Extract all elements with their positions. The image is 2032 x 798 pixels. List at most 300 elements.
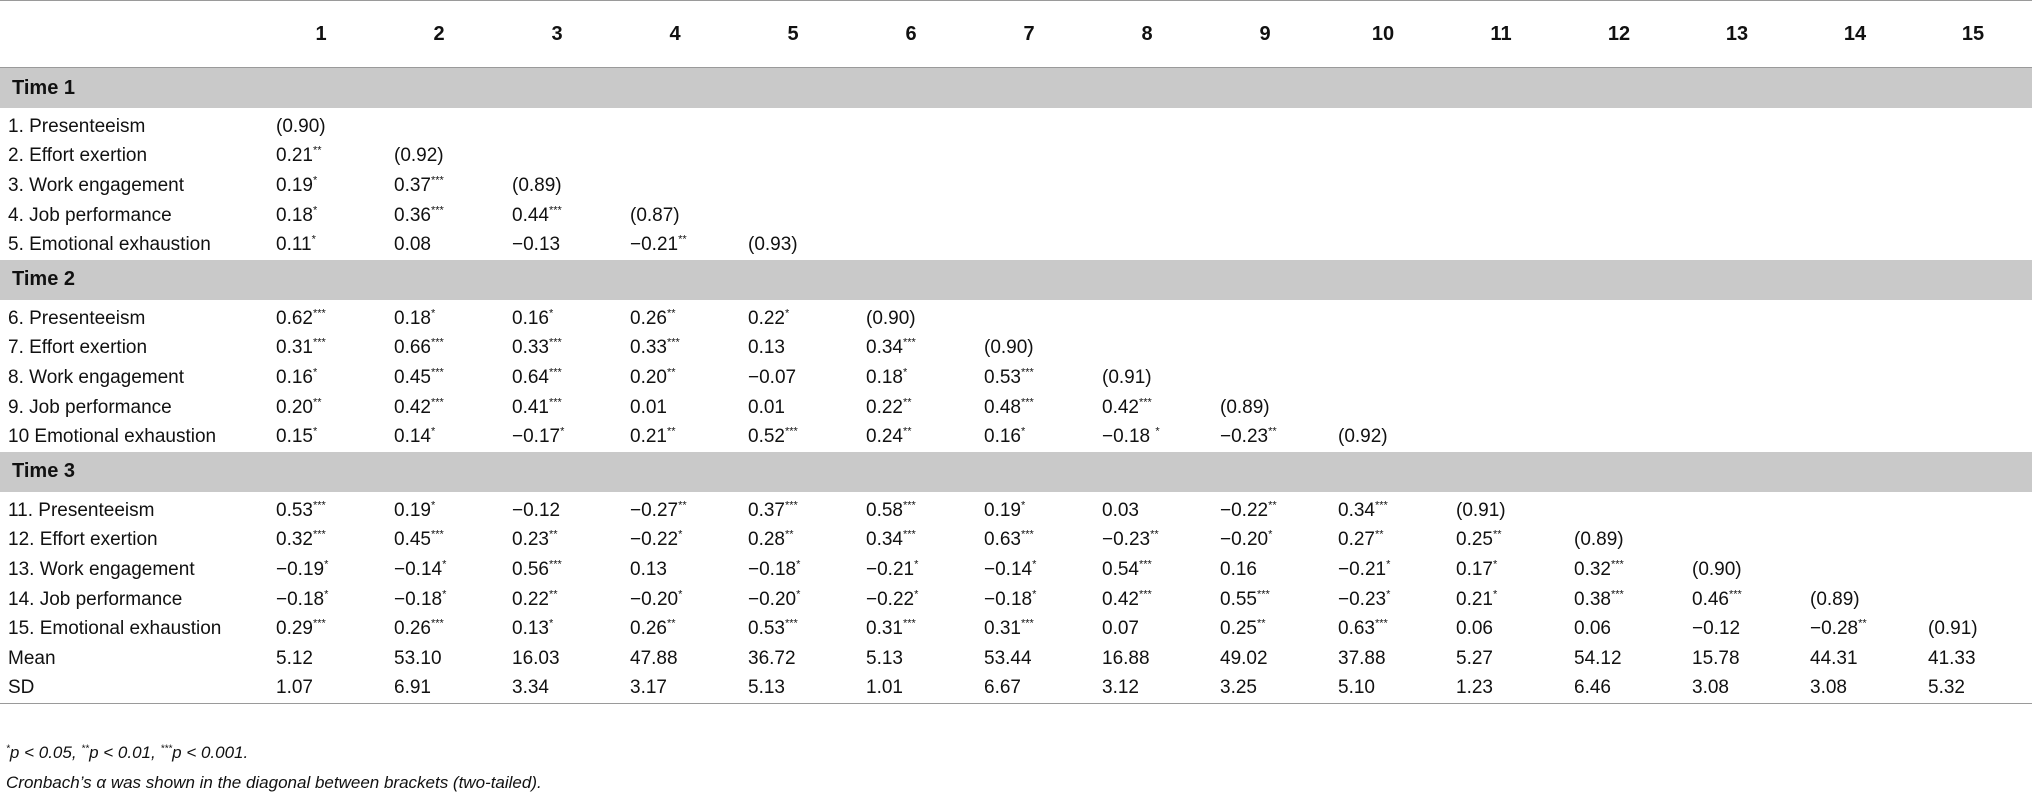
cell-value: 0.01 <box>630 396 667 418</box>
cell-value: 0.63 <box>984 529 1021 551</box>
cell-value: 0.37 <box>394 174 431 196</box>
table-cell <box>970 555 1088 585</box>
table-cell <box>380 201 498 231</box>
cell-value: −0.27 <box>630 499 679 521</box>
cell-value: 0.26 <box>630 618 667 640</box>
significance-marker: *** <box>1020 366 1034 379</box>
significance-marker: ** <box>1492 529 1502 541</box>
significance-marker: *** <box>1020 529 1034 541</box>
table-cell <box>734 614 852 644</box>
table-cell <box>498 614 616 644</box>
table-cell <box>498 585 616 615</box>
table-cell <box>498 334 616 364</box>
table-cell <box>262 393 380 423</box>
cell-value: 0.20 <box>630 366 667 388</box>
table-cell <box>616 112 734 142</box>
cell-value: 0.07 <box>1102 618 1139 640</box>
significance-marker: * <box>678 588 683 601</box>
significance-marker: *** <box>430 204 444 217</box>
table-cell <box>1206 334 1324 364</box>
significance-marker: * <box>678 529 683 541</box>
table-cell <box>262 304 380 334</box>
table-cell <box>1678 171 1796 201</box>
table-cell <box>1324 585 1442 615</box>
table-cell <box>1088 201 1206 231</box>
table-cell <box>1914 230 2032 260</box>
table-cell <box>1914 585 2032 615</box>
cell-value: 3.25 <box>1220 677 1257 699</box>
table-row <box>0 526 2032 556</box>
table-cell <box>1796 614 1914 644</box>
table-cell <box>734 304 852 334</box>
significance-marker: * <box>430 499 436 512</box>
table-cell <box>852 674 970 704</box>
significance-marker: * <box>6 743 10 755</box>
row-label: Mean <box>8 647 56 669</box>
table-cell <box>852 422 970 452</box>
cell-value: 47.88 <box>630 647 678 669</box>
cell-value: 0.23 <box>512 529 549 551</box>
table-cell <box>1206 393 1324 423</box>
cell-value: 0.45 <box>394 529 431 551</box>
column-header: 9 <box>1259 22 1271 45</box>
cell-value: 0.42 <box>394 396 431 418</box>
table-cell <box>262 334 380 364</box>
table-cell <box>970 422 1088 452</box>
table-cell <box>1442 422 1560 452</box>
table-cell <box>262 230 380 260</box>
table-cell <box>1796 334 1914 364</box>
table-cell <box>1088 230 1206 260</box>
cell-value: 5.27 <box>1456 647 1493 669</box>
table-cell <box>498 112 616 142</box>
table-cell <box>616 334 734 364</box>
table-cell <box>1678 555 1796 585</box>
section-title: Time 3 <box>0 452 2032 492</box>
significance-marker: *** <box>1610 558 1624 571</box>
cell-value: 3.08 <box>1692 677 1729 699</box>
significance-marker: *** <box>430 174 444 187</box>
significance-marker: *** <box>548 204 562 217</box>
table-cell <box>616 304 734 334</box>
significance-marker: * <box>796 558 801 571</box>
table-cell <box>1796 555 1914 585</box>
table-cell <box>498 526 616 556</box>
table-cell <box>1324 201 1442 231</box>
table-cell <box>616 614 734 644</box>
table-cell <box>1678 112 1796 142</box>
cell-value: (0.92) <box>1338 426 1388 448</box>
cell-value: 0.16 <box>276 366 313 388</box>
table-cell <box>1206 422 1324 452</box>
cell-value: 0.16 <box>984 426 1021 448</box>
table-cell <box>1796 496 1914 526</box>
cell-value: 0.26 <box>394 618 431 640</box>
table-cell <box>1324 614 1442 644</box>
table-cell <box>498 171 616 201</box>
significance-marker: *** <box>160 743 173 755</box>
cell-value: −0.21 <box>1338 558 1387 580</box>
cell-value: 3.17 <box>630 677 667 699</box>
table-cell <box>734 526 852 556</box>
significance-marker: *** <box>312 337 326 350</box>
table-cell <box>734 496 852 526</box>
table-cell <box>852 304 970 334</box>
cell-value: (0.87) <box>630 204 680 226</box>
cell-value: 0.18 <box>866 366 903 388</box>
table-cell <box>852 585 970 615</box>
table-cell <box>1796 393 1914 423</box>
significance-marker: ** <box>312 145 322 158</box>
table-cell <box>852 393 970 423</box>
significance-marker: *** <box>902 337 916 350</box>
cell-value: −0.22 <box>866 588 915 610</box>
column-header: 12 <box>1607 22 1631 45</box>
table-cell <box>1914 644 2032 674</box>
cell-value: (0.89) <box>1810 588 1860 610</box>
table-cell <box>616 674 734 704</box>
table-cell <box>1560 555 1678 585</box>
table-cell <box>852 555 970 585</box>
significance-marker: *** <box>784 617 798 630</box>
table-cell <box>852 230 970 260</box>
cell-value: −0.18 <box>984 588 1033 610</box>
cell-value: 36.72 <box>748 647 796 669</box>
table-row <box>0 555 2032 585</box>
table-cell <box>1442 334 1560 364</box>
table-cell <box>498 393 616 423</box>
significance-marker: * <box>324 558 329 571</box>
table-cell <box>1914 674 2032 704</box>
table-cell <box>498 304 616 334</box>
cell-value: 16.88 <box>1102 647 1150 669</box>
table-cell <box>1206 555 1324 585</box>
cell-value: −0.18 <box>394 588 443 610</box>
significance-marker: *** <box>312 307 326 320</box>
table-cell <box>1914 171 2032 201</box>
cell-value: −0.23 <box>1338 588 1387 610</box>
significance-marker: *** <box>430 529 444 541</box>
column-header: 2 <box>433 22 445 45</box>
significance-marker: ** <box>1256 617 1266 630</box>
significance-marker: * <box>1492 588 1498 601</box>
table-cell <box>1678 526 1796 556</box>
cell-value: 0.14 <box>394 426 431 448</box>
significance-marker: ** <box>1268 425 1277 438</box>
cell-value: 0.13 <box>630 558 667 580</box>
table-cell <box>262 644 380 674</box>
significance-marker: * <box>430 307 436 320</box>
cell-value: 0.46 <box>1692 588 1729 610</box>
significance-marker: ** <box>1268 499 1277 512</box>
cell-value: 0.22 <box>512 588 549 610</box>
table-cell <box>734 363 852 393</box>
cell-value: 0.41 <box>512 396 549 418</box>
table-cell <box>1088 142 1206 172</box>
cell-value: 1.07 <box>276 677 313 699</box>
cell-value: 0.34 <box>1338 499 1375 521</box>
table-cell <box>1796 644 1914 674</box>
table-cell <box>380 674 498 704</box>
table-cell <box>1796 171 1914 201</box>
table-cell <box>1206 112 1324 142</box>
cell-value: 0.33 <box>630 337 667 359</box>
significance-marker: * <box>312 174 318 187</box>
table-cell <box>1914 363 2032 393</box>
table-cell <box>970 171 1088 201</box>
significance-marker: * <box>1268 529 1273 541</box>
table-row <box>0 496 2032 526</box>
table-cell <box>970 674 1088 704</box>
table-cell <box>1796 201 1914 231</box>
table-cell <box>970 201 1088 231</box>
significance-marker: * <box>442 558 447 571</box>
cell-value: −0.28 <box>1810 618 1859 640</box>
cell-value: 15.78 <box>1692 647 1740 669</box>
significance-marker: * <box>560 425 565 438</box>
table-cell <box>970 393 1088 423</box>
significance-marker: * <box>548 307 554 320</box>
significance-marker: * <box>312 204 318 217</box>
cell-value: 5.12 <box>276 647 313 669</box>
cell-value: 6.67 <box>984 677 1021 699</box>
table-cell <box>1442 496 1560 526</box>
table-cell <box>1442 171 1560 201</box>
table-cell <box>1914 555 2032 585</box>
table-cell <box>852 142 970 172</box>
cell-value: 0.22 <box>866 396 903 418</box>
table-row <box>0 674 2032 704</box>
table-cell <box>1442 363 1560 393</box>
table-cell <box>1088 393 1206 423</box>
table-cell <box>1324 555 1442 585</box>
table-cell <box>852 201 970 231</box>
table-cell <box>852 334 970 364</box>
table-cell <box>1560 304 1678 334</box>
table-cell <box>970 230 1088 260</box>
table-cell <box>380 644 498 674</box>
significance-marker: * <box>1386 558 1391 571</box>
table-cell <box>1206 171 1324 201</box>
significance-marker: *** <box>902 499 916 512</box>
cell-value: 1.23 <box>1456 677 1493 699</box>
significance-marker: ** <box>81 743 90 755</box>
cell-value: 0.62 <box>276 307 313 329</box>
significance-marker: *** <box>312 529 326 541</box>
table-body <box>0 68 2032 704</box>
table-cell <box>262 614 380 644</box>
table-cell <box>1796 526 1914 556</box>
table-cell <box>1206 142 1324 172</box>
table-cell <box>1324 674 1442 704</box>
cell-value: (0.91) <box>1456 499 1506 521</box>
column-header: 13 <box>1725 22 1749 45</box>
table-cell <box>262 112 380 142</box>
row-label: 7. Effort exertion <box>8 337 148 359</box>
cell-value: 0.25 <box>1456 529 1493 551</box>
significance-marker: ** <box>312 396 322 409</box>
cell-value: (0.93) <box>748 234 798 256</box>
alpha-note: Cronbach’s α was shown in the diagonal between brackets (two-tailed). <box>6 773 542 792</box>
table-cell <box>1560 526 1678 556</box>
cell-value: −0.21 <box>630 234 679 256</box>
significance-marker: *** <box>430 337 444 350</box>
cell-value: 0.34 <box>866 529 903 551</box>
row-label: 5. Emotional exhaustion <box>8 234 211 256</box>
table-cell <box>1206 614 1324 644</box>
significance-marker: * <box>430 425 436 438</box>
table-cell <box>1442 393 1560 423</box>
table-cell <box>1324 112 1442 142</box>
cell-value: 0.16 <box>512 307 549 329</box>
table-cell <box>498 201 616 231</box>
table-cell <box>1796 422 1914 452</box>
significance-marker: *** <box>312 617 326 630</box>
cell-value: 0.66 <box>394 337 431 359</box>
significance-text: p < 0.05, <box>9 743 82 762</box>
table-cell <box>1324 304 1442 334</box>
cell-value: −0.23 <box>1220 426 1269 448</box>
table-row <box>0 644 2032 674</box>
significance-marker: * <box>1020 425 1026 438</box>
cell-value: −0.21 <box>866 558 915 580</box>
table-cell <box>1206 230 1324 260</box>
cell-value: 0.19 <box>984 499 1021 521</box>
row-label: 9. Job performance <box>8 396 172 418</box>
table-cell <box>1442 614 1560 644</box>
table-cell <box>734 585 852 615</box>
table-cell <box>1914 614 2032 644</box>
significance-marker: * <box>914 558 919 571</box>
row-label: SD <box>0 674 262 704</box>
table-row <box>0 304 2032 334</box>
table-cell <box>380 496 498 526</box>
cell-value: 0.01 <box>748 396 785 418</box>
cell-value: −0.18 <box>748 558 797 580</box>
table-cell <box>616 201 734 231</box>
significance-marker: *** <box>902 617 916 630</box>
table-cell <box>380 230 498 260</box>
significance-marker: *** <box>1374 617 1388 630</box>
table-row <box>0 422 2032 452</box>
table-cell <box>262 422 380 452</box>
row-label: 1. Presenteeism <box>8 115 146 137</box>
table-cell <box>380 334 498 364</box>
table-cell <box>1324 644 1442 674</box>
table-cell <box>852 496 970 526</box>
table-row <box>0 363 2032 393</box>
column-header: 1 <box>315 22 327 45</box>
cell-value: 0.15 <box>276 426 313 448</box>
table-cell <box>734 674 852 704</box>
table-row <box>0 171 2032 201</box>
table-cell <box>734 422 852 452</box>
table-cell <box>734 393 852 423</box>
table-cell <box>262 555 380 585</box>
table-cell <box>1796 142 1914 172</box>
column-header: 4 <box>669 22 681 45</box>
significance-marker: ** <box>902 396 912 409</box>
significance-marker: ** <box>666 425 676 438</box>
table-cell <box>380 112 498 142</box>
cell-value: 0.03 <box>1102 499 1139 521</box>
table-cell <box>1206 201 1324 231</box>
table-row <box>0 585 2032 615</box>
section-header-row <box>0 68 2032 109</box>
table-cell <box>1324 230 1442 260</box>
table-cell <box>1442 142 1560 172</box>
table-header-row <box>0 1 2032 68</box>
table-cell <box>734 555 852 585</box>
table-cell <box>616 171 734 201</box>
table-cell <box>498 555 616 585</box>
table-cell <box>1324 393 1442 423</box>
cell-value: 16.03 <box>512 647 560 669</box>
significance-marker: ** <box>1374 529 1384 541</box>
cell-value: 44.31 <box>1810 647 1858 669</box>
cell-value: 0.33 <box>512 337 549 359</box>
table-cell <box>1560 644 1678 674</box>
table-cell <box>380 526 498 556</box>
cell-value: 0.54 <box>1102 558 1139 580</box>
significance-marker: * <box>1386 588 1391 601</box>
table-cell <box>1088 496 1206 526</box>
table-cell <box>1206 526 1324 556</box>
table-cell <box>380 142 498 172</box>
cell-value: 0.06 <box>1574 618 1611 640</box>
cell-value: −0.22 <box>1220 499 1269 521</box>
table-cell <box>970 142 1088 172</box>
cell-value: 0.48 <box>984 396 1021 418</box>
table-cell <box>1914 496 2032 526</box>
cell-value: (0.89) <box>1574 529 1624 551</box>
row-label: 2. Effort exertion <box>8 145 148 167</box>
table-cell <box>1088 422 1206 452</box>
cell-value: 0.06 <box>1456 618 1493 640</box>
table-cell <box>1442 644 1560 674</box>
significance-marker: * <box>311 233 316 246</box>
significance-marker: * <box>1155 425 1160 438</box>
table-cell <box>1324 142 1442 172</box>
table-cell <box>1206 304 1324 334</box>
cell-value: 0.53 <box>276 499 313 521</box>
cell-value: −0.20 <box>748 588 797 610</box>
table-cell <box>1088 674 1206 704</box>
table-cell <box>734 201 852 231</box>
significance-marker: * <box>312 425 318 438</box>
significance-marker: ** <box>678 233 687 246</box>
row-label: 11. Presenteeism <box>8 499 155 521</box>
significance-marker: *** <box>1020 617 1034 630</box>
table-cell <box>1560 363 1678 393</box>
table-cell <box>1206 496 1324 526</box>
table-cell <box>1678 674 1796 704</box>
significance-marker: ** <box>666 366 676 379</box>
table-cell <box>1560 422 1678 452</box>
column-header: 10 <box>1371 22 1395 45</box>
table-cell <box>852 112 970 142</box>
cell-value: 6.46 <box>1574 677 1611 699</box>
cell-value: (0.92) <box>394 145 444 167</box>
column-header: 6 <box>905 22 917 45</box>
cell-value: 0.20 <box>276 396 313 418</box>
cell-value: 54.12 <box>1574 647 1622 669</box>
table-cell <box>380 304 498 334</box>
table-cell <box>380 422 498 452</box>
cell-value: 0.31 <box>276 337 313 359</box>
cell-value: 0.26 <box>630 307 667 329</box>
column-header: 5 <box>787 22 799 45</box>
